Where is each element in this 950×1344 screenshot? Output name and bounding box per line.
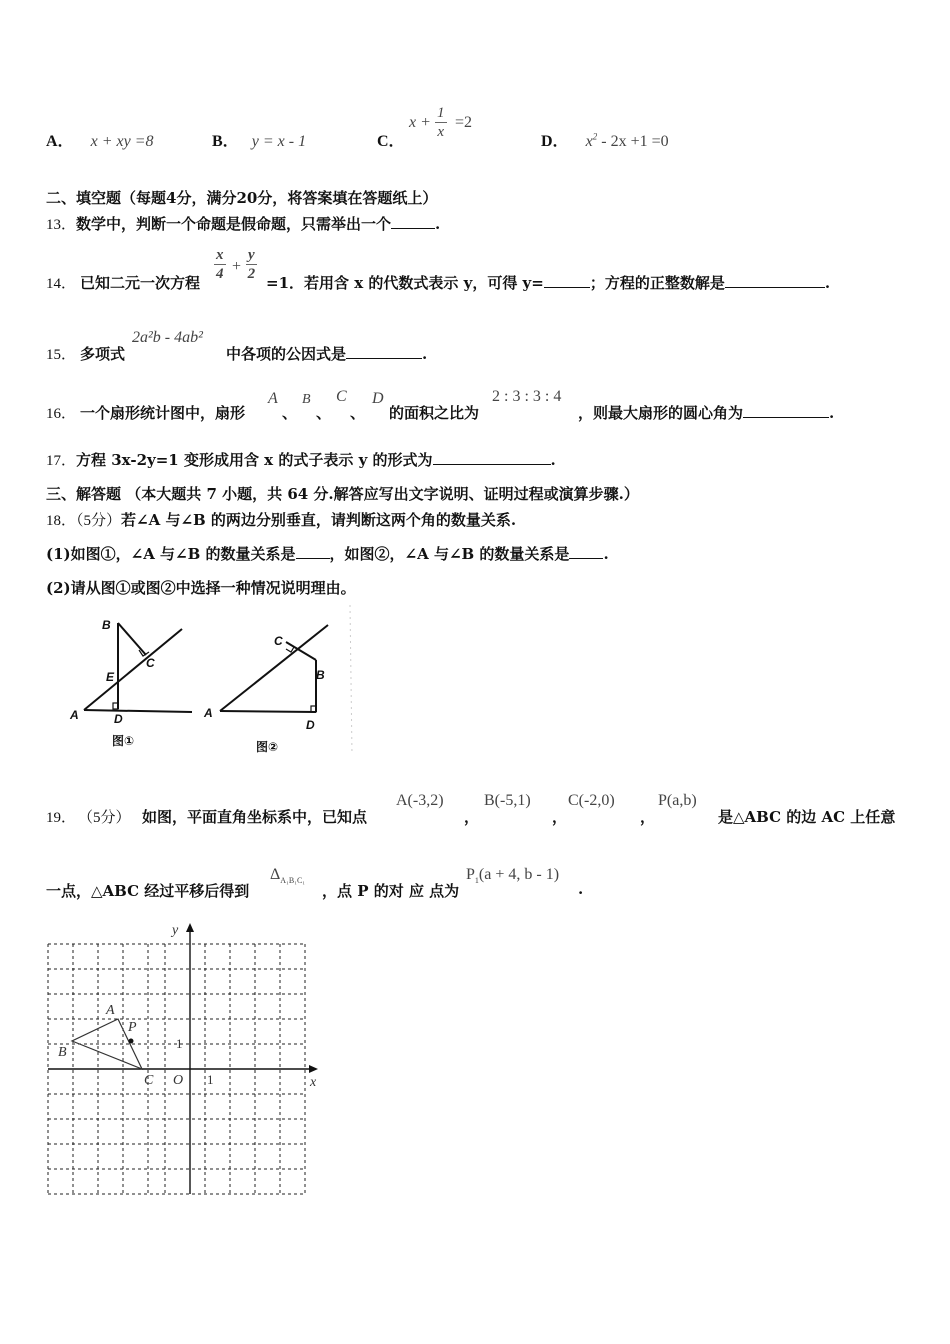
fig2-label-b: B [316,668,325,682]
q14-frac2-num: y [248,247,255,263]
question-16 [46,388,906,424]
fig2-right-angle-c [286,647,294,652]
q14-text2: =1．若用含 x 的代数式表示 y，可得 y= [266,274,544,292]
q19-line2-b: ，点 P 的对 应 点为 [322,882,460,900]
q12-option-a [46,128,154,151]
q19-point-a: A(-3,2) [396,792,444,809]
x-axis-arrow-icon [309,1065,318,1073]
option-d-rest: - 2x +1 =0 [597,133,669,150]
q18-part1-b: ，如图②，∠A 与∠B 的数量关系是 [329,545,570,563]
q19-p1-values: (a + 4, b - 1) [478,866,560,883]
q19-text2: 是△ABC 的边 AC 上任意 [718,808,896,826]
q14-fraction-y [246,246,257,283]
grid-origin-label: O [173,1073,184,1088]
q16-ratio: 2 : 3 : 3 : 4 [492,388,562,405]
fig1-label-c: C [146,656,155,670]
q16-sector-a: A [268,390,278,407]
q15-text2: 中各项的公因式是 [226,345,347,363]
option-c-tail: =2 [455,114,473,131]
q16-sector-d: D [372,390,384,407]
question-18 [46,509,516,530]
q16-text2: 的面积之比为 [389,404,480,422]
q13-number: 13． [46,217,77,233]
option-b-label: B． [212,133,239,150]
q19-triangle-symbol [270,866,305,885]
question-13 [46,213,440,234]
q19-comma-1: ， [464,808,480,826]
q16-number: 16． [46,406,77,422]
option-c-num: 1 [437,105,445,121]
q18-blank-2[interactable] [569,546,603,559]
grid-label-c: C [144,1073,154,1088]
figure-1 [84,623,192,712]
option-c-label: C． [377,133,405,150]
fig1-label-a: A [70,708,79,722]
q14-frac1-num: x [216,247,224,263]
q19-p1: P [466,866,475,883]
fig1-caption: 图① [112,734,135,748]
q19-line2-a: 一点，△ABC 经过平移后得到 [46,882,250,900]
q19-score: （5分） [78,810,131,826]
option-b-expr: y = x - 1 [251,133,307,150]
q19-p1-sub: 1 [474,876,479,886]
q13-end: . [435,215,441,233]
q18-text: 若∠A 与∠B 的两边分别垂直，请判断这两个角的数量关系. [121,511,517,529]
q14-text1: 已知二元一次方程 [80,274,201,292]
q19-text1: 如图，平面直角坐标系中，已知点 [142,808,368,826]
q16-text3: ，则最大扇形的圆心角为 [578,404,744,422]
question-19 [46,790,916,826]
q12-option-b [212,128,306,151]
q17-end: . [550,451,556,469]
fig2-label-d: D [306,718,315,732]
q18-part2: (2)请从图①或图②中选择一种情况说明理由。 [46,579,356,597]
q16-sector-c: C [336,388,347,405]
q13-blank[interactable] [391,216,435,229]
q19-line2 [46,862,746,898]
q15-expr: 2a²b - 4ab² [132,329,203,346]
q18-score: （5分） [76,513,122,529]
grid-label-b: B [58,1045,67,1060]
q19-tri-sub: A₁B₁C₁ [280,876,306,886]
fig1-label-b: B [102,618,111,632]
fig2-line-ad [220,711,316,712]
q12-option-d [541,128,669,151]
section3-heading: 三、解答题 （本大题共 7 小题，共 64 分.解答应写出文字说明、证明过程或演算步骤.） [46,485,639,503]
fig1-label-e: E [106,670,115,684]
q15-text1: 多项式 [80,345,126,363]
q19-coordinate-grid [40,918,340,1208]
q19-point-c: C(-2,0) [568,792,615,809]
grid-tick-y-1: 1 [176,1036,183,1051]
q14-text3: ；方程的正整数解是 [589,274,725,292]
q17-text: 方程 3x-2y=1 变形成用含 x 的式子表示 y 的形式为 [76,451,433,469]
fig2-label-c: C [274,634,283,648]
fig1-label-d: D [114,712,123,726]
q18-part1-end: . [603,545,609,563]
q16-sep-2: 、 [316,404,332,422]
q19-comma-2: ， [552,808,568,826]
y-axis-arrow-icon [186,923,194,932]
q18-part1-a: (1)如图①，∠A 与∠B 的数量关系是 [46,545,296,563]
q14-plus: + [232,258,242,275]
q16-sep-3: 、 [350,404,366,422]
fig2-label-a: A [204,706,213,720]
q14-number: 14． [46,276,77,292]
q16-sector-b: B [302,392,311,407]
option-d-base: x [585,133,593,150]
grid-label-a: A [106,1003,115,1018]
option-c-lead: x + [409,114,431,131]
point-p-dot [129,1039,134,1044]
grid-y-label: y [172,923,179,938]
fig1-line-bc [118,623,146,655]
grid-label-p: P [128,1020,137,1035]
fig2-caption: 图② [256,740,279,754]
q19-end: . [578,880,584,898]
q15-end: . [422,345,428,363]
q15-number: 15． [46,347,77,363]
fig-scan-edge [350,605,352,755]
q14-blank-y[interactable] [544,275,590,288]
q14-frac1-den: 4 [216,266,224,282]
option-d-label: D． [541,133,569,150]
q18-part1 [46,543,609,564]
q16-end: . [829,404,835,422]
q18-blank-1[interactable] [296,546,330,559]
grid-tick-x-1: 1 [207,1072,214,1087]
section2-heading: 二、填空题（每题4分，满分20分，将答案填在答题纸上） [46,189,438,207]
q17-number: 17． [46,453,77,469]
option-c-fraction [435,104,447,141]
q19-comma-3: ， [640,808,656,826]
q19-tri-delta: Δ [270,866,281,883]
q19-p1-coord [466,866,559,885]
question-14 [46,244,906,292]
q14-blank-solution[interactable] [725,275,825,288]
fig2-line-cb [286,642,316,660]
question-17 [46,449,556,470]
q16-blank[interactable] [743,405,829,418]
q15-blank[interactable] [346,346,422,359]
q14-fraction-x [214,246,226,283]
q16-text1: 一个扇形统计图中，扇形 [80,404,246,422]
option-a-expr: x + xy =8 [90,133,154,150]
option-a-label: A． [46,133,74,150]
q14-end: . [824,274,831,292]
q18-number: 18． [46,513,77,529]
q13-text: 数学中，判断一个命题是假命题，只需举出一个 [76,215,392,233]
fig1-line-ad [84,710,192,712]
q18-figures [60,605,360,760]
option-c-den: x [437,124,445,140]
q19-point-p: P(a,b) [658,792,697,809]
question-15 [46,329,546,365]
q14-frac2-den: 2 [247,266,256,282]
option-d-sup: 2 [592,131,598,142]
q19-number: 19． [46,810,77,826]
q16-sep-1: 、 [282,404,298,422]
q17-blank[interactable] [433,452,551,465]
q19-point-b: B(-5,1) [484,792,531,809]
grid-x-label: x [310,1075,317,1090]
